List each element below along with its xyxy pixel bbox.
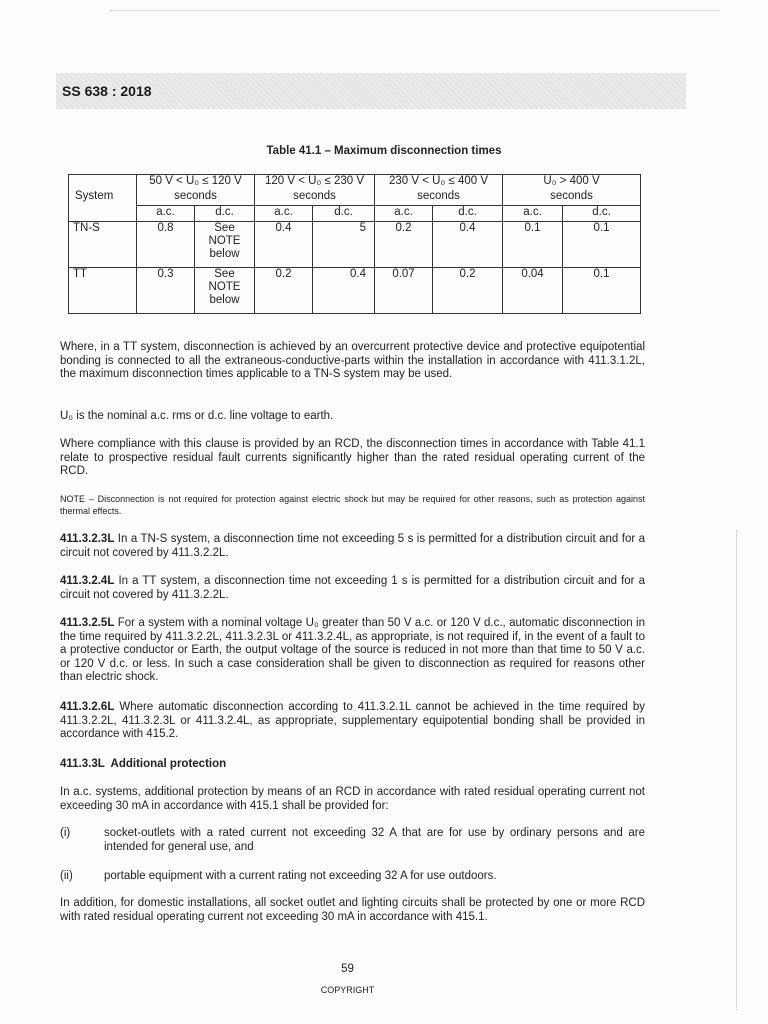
- dc-label: d.c.: [433, 206, 503, 222]
- value-cell: 5: [313, 222, 375, 268]
- document-id: SS 638 : 2018: [62, 83, 152, 99]
- section-heading: 411.3.3L Additional protection: [60, 758, 227, 770]
- clause-text: In a TT system, a disconnection time not exceeding 1 s is permitted for a distribution circuit and for a circuit not covered by 411.3.2.2L.: [60, 575, 645, 601]
- paragraph-rcd-compliance: Where compliance with this clause is provided by an RCD, the disconnection times in accordance with Table 41.1 relate to prospective residual fault currents significantly higher than the rated residual operating current of the RCD.: [60, 438, 645, 477]
- system-label: System: [69, 190, 137, 206]
- system-header-cell: [69, 175, 137, 190]
- seconds-label: seconds: [255, 190, 375, 206]
- value-cell: 0.3: [137, 268, 195, 314]
- list-item-number: (i): [60, 827, 71, 839]
- paragraph-tt-bonding: Where, in a TT system, disconnection is achieved by an overcurrent protective device and protective equipotential bonding is connected to all the extraneous-conductive-parts within the installation in accordance with 411.3.1.2L, the maximum disconnection times applicable to a TN-S system may be used.: [60, 341, 645, 380]
- copyright-notice: COPYRIGHT: [320, 985, 375, 995]
- range-header: U₀ > 400 V: [503, 175, 641, 190]
- clause-text: For a system with a nominal voltage U₀ greater than 50 V a.c. or 120 V d.c., automatic disconnection in the time required by 411.3.2.2L, 411.3.2.3L or 411.3.2.4L, as appropriate, is not required if, in the event of a fault to a protective conductor or Earth, the output voltage of the source is reduced in not more than that time to 50 V a.c. or 120 V d.c. or less. In such a case consideration shall be given to disconnection as required for reasons other than electric shock.: [60, 617, 645, 683]
- clause-number: 411.3.2.5L: [60, 617, 115, 629]
- seconds-label: seconds: [375, 190, 503, 206]
- note-ref-cell: See NOTE below: [195, 268, 255, 314]
- range-header: 50 V < U₀ ≤ 120 V: [137, 175, 255, 190]
- clause-411-3-2-5L: [60, 617, 645, 685]
- list-item-text: portable equipment with a current rating not exceeding 32 A for use outdoors.: [104, 870, 497, 882]
- note-ref-cell: See NOTE below: [195, 222, 255, 268]
- list-item-text: socket-outlets with a rated current not exceeding 32 A that are for use by ordinary persons and are intended for general use, and: [104, 827, 645, 853]
- range-header: 120 V < U₀ ≤ 230 V: [255, 175, 375, 190]
- clause-text: Where automatic disconnection according to 411.3.2.1L cannot be achieved in the time required by 411.3.2.2L, 411.3.2.3L or 411.3.2.4L, as appropriate, supplementary equipotential bonding shall be provided in accordance with 415.2.: [60, 701, 645, 740]
- seconds-label: seconds: [503, 190, 641, 206]
- clause-text: In a TN-S system, a disconnection time not exceeding 5 s is permitted for a distribution circuit and for a circuit not covered by 411.3.2.2L.: [60, 533, 645, 559]
- clause-411-3-2-6L: [60, 701, 645, 742]
- page-number: 59: [341, 963, 354, 975]
- right-edge-line: [736, 530, 737, 1010]
- dc-label: d.c.: [195, 206, 255, 222]
- paragraph-domestic-installations: In addition, for domestic installations, all socket outlet and lighting circuits shall be protected by one or more RCD with rated residual operating current not exceeding 30 mA in accordance with 415.1.: [60, 897, 645, 923]
- clause-411-3-2-3L: [60, 533, 645, 560]
- disconnection-times-table: [68, 174, 641, 314]
- top-edge-line: [110, 10, 720, 11]
- range-header: 230 V < U₀ ≤ 400 V: [375, 175, 503, 190]
- list-item-number: (ii): [60, 870, 73, 882]
- ac-label: a.c.: [137, 206, 195, 222]
- value-cell: 0.1: [563, 222, 641, 268]
- system-header-cell: [69, 206, 137, 222]
- system-cell: TN-S: [69, 222, 137, 268]
- table-title: Table 41.1 – Maximum disconnection times: [266, 145, 502, 157]
- ac-label: a.c.: [255, 206, 313, 222]
- header-band: [56, 73, 686, 109]
- clause-number: 411.3.2.4L: [60, 575, 115, 587]
- value-cell: 0.04: [503, 268, 563, 314]
- value-cell: 0.4: [255, 222, 313, 268]
- note-text: NOTE – Disconnection is not required for protection against electric shock but may be required for other reasons, such as protection against thermal effects.: [60, 494, 645, 516]
- seconds-label: seconds: [137, 190, 255, 206]
- ac-label: a.c.: [503, 206, 563, 222]
- clause-411-3-2-4L: [60, 575, 645, 602]
- value-cell: 0.4: [433, 222, 503, 268]
- value-cell: 0.2: [433, 268, 503, 314]
- dc-label: d.c.: [313, 206, 375, 222]
- value-cell: 0.4: [313, 268, 375, 314]
- value-cell: 0.1: [503, 222, 563, 268]
- paragraph-u0-definition: U₀ is the nominal a.c. rms or d.c. line voltage to earth.: [60, 410, 334, 422]
- clause-number: 411.3.2.6L: [60, 701, 115, 713]
- ac-label: a.c.: [375, 206, 433, 222]
- system-cell: TT: [69, 268, 137, 314]
- value-cell: 0.8: [137, 222, 195, 268]
- value-cell: 0.1: [563, 268, 641, 314]
- paragraph-additional-protection: In a.c. systems, additional protection by means of an RCD in accordance with rated residual operating current not exceeding 30 mA in accordance with 415.1 shall be provided for:: [60, 786, 645, 812]
- clause-number: 411.3.2.3L: [60, 533, 115, 545]
- value-cell: 0.2: [255, 268, 313, 314]
- value-cell: 0.07: [375, 268, 433, 314]
- dc-label: d.c.: [563, 206, 641, 222]
- value-cell: 0.2: [375, 222, 433, 268]
